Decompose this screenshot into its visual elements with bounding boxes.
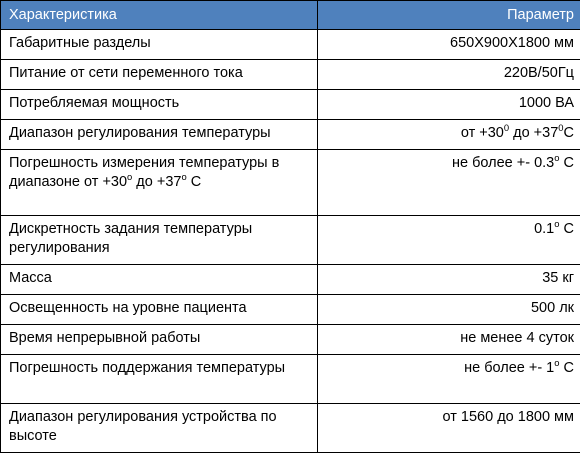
label-unit: С — [186, 174, 202, 190]
value-unit: С — [559, 360, 574, 376]
row-label: Габаритные разделы — [1, 30, 318, 60]
row-label: Потребляемая мощность — [1, 90, 318, 120]
table-row — [1, 120, 580, 150]
degree-mark: о — [554, 218, 560, 230]
row-label: Питание от сети переменного тока — [1, 60, 318, 90]
value-text: не более +- 0.3 — [452, 155, 555, 171]
value-text: от +30 — [460, 125, 504, 141]
superscript-zero: 0 — [503, 122, 510, 134]
table-row — [1, 60, 580, 90]
table-row — [1, 325, 580, 355]
value-text: не более +- 1 — [464, 360, 555, 376]
table-row — [1, 216, 580, 265]
table-row — [1, 355, 580, 404]
row-label: Диапазон регулирования устройства по высоте — [1, 404, 318, 453]
superscript-zero: 0 — [558, 122, 564, 134]
column-header-characteristic: Характеристика — [1, 1, 318, 30]
value-text: 0.1 — [534, 221, 555, 237]
table-row — [1, 90, 580, 120]
row-value: 1000 ВА — [318, 90, 580, 120]
table-header-row — [1, 1, 580, 30]
row-label: Диапазон регулирования температуры — [1, 120, 318, 150]
degree-mark: о — [127, 171, 133, 183]
row-label: Освещенность на уровне пациента — [1, 295, 318, 325]
table-row — [1, 404, 580, 453]
label-text: Погрешность измерения температуры в диапазоне от +30 — [9, 155, 280, 190]
row-value: 500 лк — [318, 295, 580, 325]
table-row — [1, 150, 580, 216]
row-label: Дискретность задания температуры регулирования — [1, 216, 318, 265]
row-value — [318, 216, 580, 265]
degree-mark: о — [554, 357, 560, 369]
table-row — [1, 295, 580, 325]
row-value: 650Х900Х1800 мм — [318, 30, 580, 60]
row-label: Масса — [1, 265, 318, 295]
row-value: от 1560 до 1800 мм — [318, 404, 580, 453]
table-row — [1, 265, 580, 295]
row-value: 220В/50Гц — [318, 60, 580, 90]
degree-mark: о — [181, 171, 187, 183]
row-value — [318, 355, 580, 404]
row-label — [1, 150, 318, 216]
row-value — [318, 150, 580, 216]
row-value — [318, 120, 580, 150]
row-value: 35 кг — [318, 265, 580, 295]
label-text: до +37 — [132, 174, 182, 190]
row-label: Время непрерывной работы — [1, 325, 318, 355]
row-value: не менее 4 суток — [318, 325, 580, 355]
value-unit: С — [563, 125, 574, 141]
table-row — [1, 30, 580, 60]
row-label: Погрешность поддержания температуры — [1, 355, 318, 404]
value-unit: С — [559, 221, 574, 237]
value-unit: С — [559, 155, 574, 171]
value-text: до +37 — [509, 125, 559, 141]
degree-mark: о — [554, 152, 560, 164]
column-header-parameter: Параметр — [318, 1, 580, 30]
